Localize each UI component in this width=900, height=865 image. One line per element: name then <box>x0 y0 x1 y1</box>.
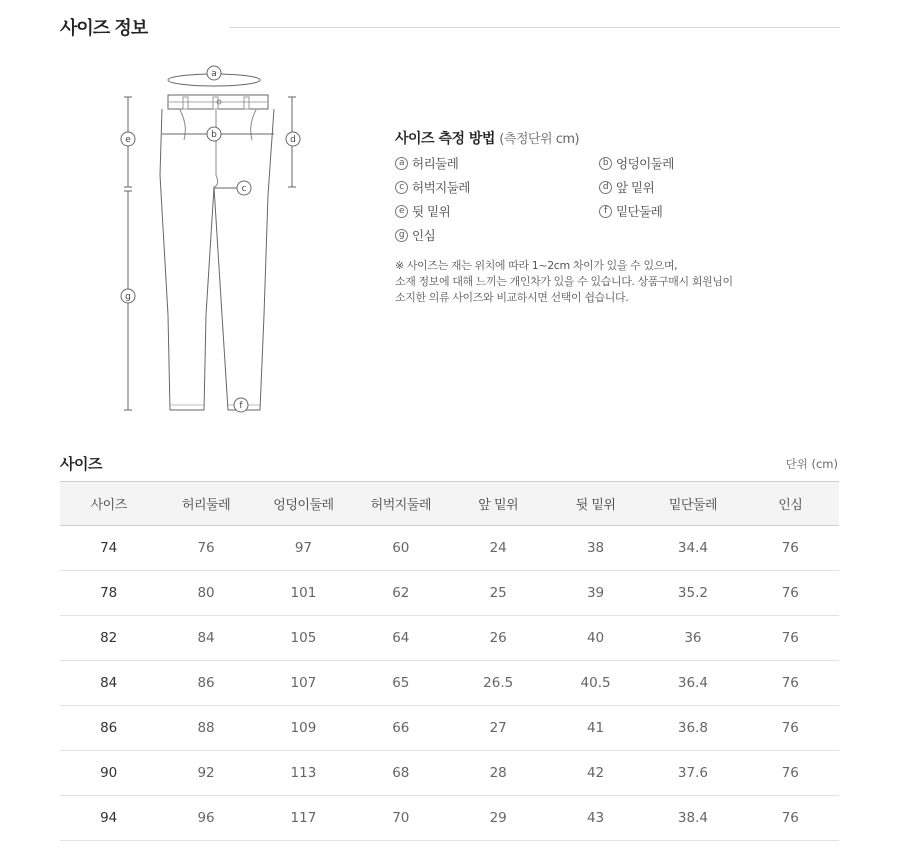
table-cell: 60 <box>352 526 449 571</box>
table-header-row <box>60 482 839 526</box>
measure-item-label: 뒷 밑위 <box>412 204 451 219</box>
table-cell: 36.4 <box>644 661 741 706</box>
size-notes <box>395 258 815 306</box>
measure-method <box>395 128 815 306</box>
table-cell: 38 <box>547 526 644 571</box>
table-cell: 86 <box>60 706 157 751</box>
measure-item-label: 밑단둘레 <box>616 204 663 219</box>
column-header: 허리둘레 <box>157 482 254 526</box>
column-header: 인심 <box>742 482 839 526</box>
measure-item-hip <box>599 154 799 172</box>
size-table-unit: 단위 (cm) <box>785 457 838 471</box>
table-cell: 96 <box>157 796 254 841</box>
table-cell: 88 <box>157 706 254 751</box>
table-cell: 76 <box>157 526 254 571</box>
table-cell: 41 <box>547 706 644 751</box>
badge-icon: b <box>599 157 612 170</box>
pants-illustration <box>110 55 310 425</box>
table-cell: 76 <box>742 661 839 706</box>
diagram-label-c: c <box>241 184 247 194</box>
diagram-label-g: g <box>125 292 131 302</box>
table-cell: 68 <box>352 751 449 796</box>
diagram-label-f: f <box>239 401 243 411</box>
table-cell: 107 <box>255 661 352 706</box>
table-cell: 76 <box>742 796 839 841</box>
table-cell: 36.8 <box>644 706 741 751</box>
table-row <box>60 706 839 751</box>
note-line: 소지한 의류 사이즈와 비교하시면 선택이 쉽습니다. <box>395 291 629 304</box>
table-cell: 92 <box>157 751 254 796</box>
table-row <box>60 751 839 796</box>
table-cell: 76 <box>742 571 839 616</box>
table-cell: 35.2 <box>644 571 741 616</box>
column-header: 엉덩이둘레 <box>255 482 352 526</box>
measure-item-inseam <box>395 226 599 244</box>
size-table <box>60 481 839 841</box>
table-cell: 76 <box>742 751 839 796</box>
measure-item-label: 허리둘레 <box>412 156 459 171</box>
column-header: 밑단둘레 <box>644 482 741 526</box>
table-cell: 109 <box>255 706 352 751</box>
table-cell: 70 <box>352 796 449 841</box>
column-header: 사이즈 <box>60 482 157 526</box>
measure-heading-text: 사이즈 측정 방법 <box>395 131 495 147</box>
badge-icon: g <box>395 229 408 242</box>
badge-icon: c <box>395 181 408 194</box>
table-cell: 40 <box>547 616 644 661</box>
table-cell: 78 <box>60 571 157 616</box>
badge-icon: d <box>599 181 612 194</box>
table-cell: 94 <box>60 796 157 841</box>
badge-icon: a <box>395 157 408 170</box>
note-line: 소재 정보에 대해 느끼는 개인차가 있을 수 있습니다. 상품구매시 회원님이 <box>395 275 733 288</box>
table-cell: 101 <box>255 571 352 616</box>
diagram-label-b: b <box>211 130 217 140</box>
table-cell: 84 <box>157 616 254 661</box>
table-cell: 117 <box>255 796 352 841</box>
pants-diagram <box>110 55 310 425</box>
table-cell: 36 <box>644 616 741 661</box>
table-cell: 28 <box>450 751 547 796</box>
measure-item-front-rise <box>599 178 799 196</box>
column-header: 뒷 밑위 <box>547 482 644 526</box>
badge-icon: e <box>395 205 408 218</box>
table-cell: 27 <box>450 706 547 751</box>
measure-unit: (측정단위 cm) <box>499 132 580 147</box>
table-cell: 26.5 <box>450 661 547 706</box>
table-cell: 86 <box>157 661 254 706</box>
measure-item-label: 인심 <box>412 228 436 243</box>
table-cell: 25 <box>450 571 547 616</box>
table-cell: 74 <box>60 526 157 571</box>
measure-item-label: 앞 밑위 <box>616 180 655 195</box>
table-cell: 84 <box>60 661 157 706</box>
table-cell: 113 <box>255 751 352 796</box>
size-table-title: 사이즈 <box>60 455 102 473</box>
table-cell: 80 <box>157 571 254 616</box>
table-row <box>60 616 839 661</box>
measure-list <box>395 154 815 244</box>
measure-item-label: 허벅지둘레 <box>412 180 470 195</box>
table-cell: 37.6 <box>644 751 741 796</box>
table-cell: 43 <box>547 796 644 841</box>
diagram-label-e: e <box>125 135 131 145</box>
table-cell: 38.4 <box>644 796 741 841</box>
measure-item-back-rise <box>395 202 599 220</box>
measure-item-thigh <box>395 178 599 196</box>
badge-icon: f <box>599 205 612 218</box>
table-cell: 39 <box>547 571 644 616</box>
table-row <box>60 661 839 706</box>
measure-heading <box>395 128 815 148</box>
table-row <box>60 526 839 571</box>
table-cell: 42 <box>547 751 644 796</box>
table-cell: 34.4 <box>644 526 741 571</box>
title-divider <box>230 27 840 28</box>
table-cell: 76 <box>742 526 839 571</box>
page-title: 사이즈 정보 <box>60 18 148 39</box>
table-body <box>60 526 839 841</box>
table-cell: 105 <box>255 616 352 661</box>
table-cell: 90 <box>60 751 157 796</box>
table-cell: 82 <box>60 616 157 661</box>
table-cell: 40.5 <box>547 661 644 706</box>
diagram-label-a: a <box>211 69 217 79</box>
column-header: 앞 밑위 <box>450 482 547 526</box>
table-cell: 97 <box>255 526 352 571</box>
measure-item-waist <box>395 154 599 172</box>
table-row <box>60 571 839 616</box>
table-cell: 65 <box>352 661 449 706</box>
diagram-label-d: d <box>290 135 296 145</box>
table-cell: 29 <box>450 796 547 841</box>
table-cell: 26 <box>450 616 547 661</box>
measure-item-hem <box>599 202 799 220</box>
table-row <box>60 796 839 841</box>
table-cell: 64 <box>352 616 449 661</box>
measure-item-label: 엉덩이둘레 <box>616 156 674 171</box>
note-line: ※ 사이즈는 재는 위치에 따라 1~2cm 차이가 있을 수 있으며, <box>395 259 678 272</box>
table-cell: 76 <box>742 706 839 751</box>
table-cell: 76 <box>742 616 839 661</box>
table-cell: 66 <box>352 706 449 751</box>
column-header: 허벅지둘레 <box>352 482 449 526</box>
table-cell: 24 <box>450 526 547 571</box>
table-cell: 62 <box>352 571 449 616</box>
